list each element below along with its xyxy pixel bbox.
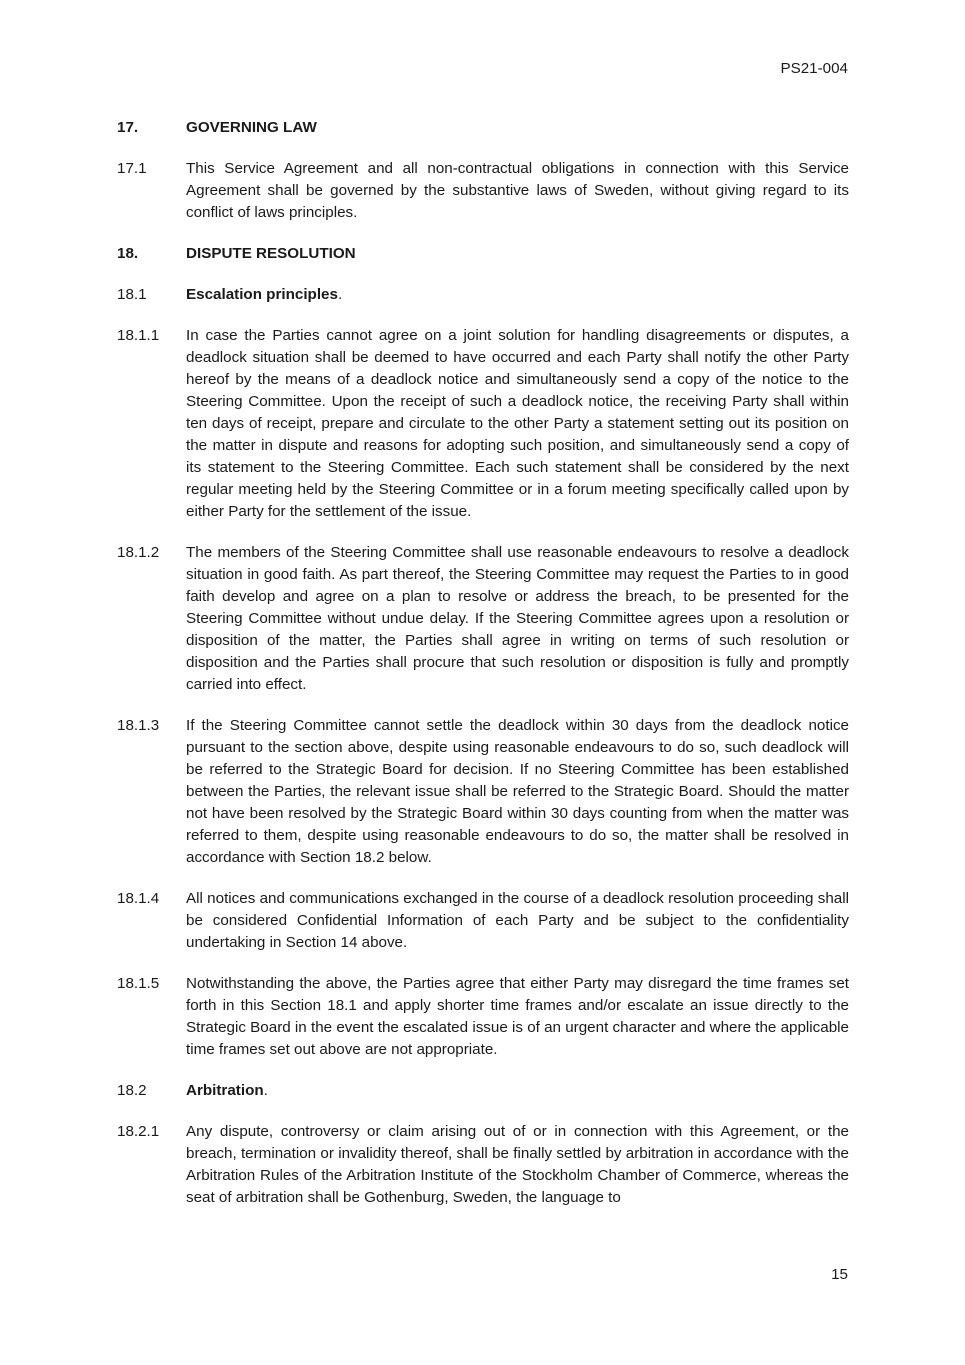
clause-18-2-1 <box>117 1121 849 1209</box>
section-title: GOVERNING LAW <box>186 119 317 136</box>
section-title: DISPUTE RESOLUTION <box>186 245 356 262</box>
clause-18-1-2 <box>117 542 849 696</box>
subsection-number: 18.1 <box>117 286 147 303</box>
subsection-title: Escalation principles <box>186 286 338 303</box>
clause-18-1-1 <box>117 325 849 523</box>
clause-number: 18.2.1 <box>117 1123 160 1140</box>
section-number: 18. <box>117 245 139 262</box>
subsection-18-1 <box>117 284 849 306</box>
document-body <box>117 117 849 1209</box>
subsection-18-2 <box>117 1080 849 1102</box>
subsection-number: 18.2 <box>117 1082 147 1099</box>
clause-18-1-3 <box>117 715 849 869</box>
clause-text: This Service Agreement and all non-contractual obligations in connection with this Service Agreement shall be governed by the substantive laws of Sweden, without giving regard to its conflict of laws principles. <box>186 160 849 221</box>
clause-text: If the Steering Committee cannot settle the deadlock within 30 days from the deadlock notice pursuant to the section above, despite using reasonable endeavours to do so, such deadlock will be referred to the Strategic Board for decision. If no Steering Committee has been established between the Parties, the relevant issue shall be referred to the Strategic Board. Should the matter not have been resolved by the Strategic Board within 30 days counting from when the matter was referred to them, despite using reasonable endeavours to do so, the matter shall be resolved in accordance with Section 18.2 below. <box>186 717 849 866</box>
subsection-title-wrapper <box>186 1080 849 1102</box>
clause-number: 18.1.5 <box>117 975 160 992</box>
clause-number: 18.1.1 <box>117 327 160 344</box>
clause-18-1-4 <box>117 888 849 954</box>
clause-number: 18.1.4 <box>117 890 160 907</box>
section-number: 17. <box>117 119 139 136</box>
clause-18-1-5 <box>117 973 849 1061</box>
section-heading-18 <box>117 243 849 265</box>
clause-number: 18.1.3 <box>117 717 160 734</box>
clause-number: 17.1 <box>117 160 147 177</box>
subsection-title-suffix: . <box>337 286 343 303</box>
document-reference: PS21-004 <box>780 60 848 77</box>
clause-text: In case the Parties cannot agree on a joint solution for handling disagreements or disputes, a deadlock situation shall be deemed to have occurred and each Party shall notify the other Party hereof by the means of a deadlock notice and simultaneously send a copy of the notice to the Steering Committee. Upon the receipt of such a deadlock notice, the receiving Party shall within ten days of receipt, prepare and circulate to the other Party a statement setting out its position on the matter in dispute and reasons for adopting such position, and simultaneously send a copy of its statement to the Steering Committee. Each such statement shall be considered by the next regular meeting held by the Steering Committee or in a forum meeting specifically called upon by either Party for the settlement of the issue. <box>186 327 849 520</box>
subsection-title-wrapper <box>186 284 849 306</box>
clause-text: Any dispute, controversy or claim arising out of or in connection with this Agreement, or the breach, termination or invalidity thereof, shall be finally settled by arbitration in accordance with the Arbitration Rules of the Arbitration Institute of the Stockholm Chamber of Commerce, whereas the seat of arbitration shall be Gothenburg, Sweden, the language to <box>186 1123 849 1206</box>
clause-text: The members of the Steering Committee shall use reasonable endeavours to resolve a deadlock situation in good faith. As part thereof, the Steering Committee may request the Parties to in good faith develop and agree on a plan to resolve or address the breach, to be presented for the Steering Committee without undue delay. If the Steering Committee agrees upon a resolution or disposition of the matter, the Parties shall agree in writing on terms of such resolution or disposition and the Parties shall procure that such resolution or disposition is fully and promptly carried into effect. <box>186 544 849 693</box>
page-number: 15 <box>831 1266 848 1283</box>
section-heading-17 <box>117 117 849 139</box>
clause-text: Notwithstanding the above, the Parties agree that either Party may disregard the time frames set forth in this Section 18.1 and apply shorter time frames and/or escalate an issue directly to the Strategic Board in the event the escalated issue is of an urgent character and where the applicable time frames set out above are not appropriate. <box>186 975 849 1058</box>
clause-17-1 <box>117 158 849 224</box>
clause-text: All notices and communications exchanged in the course of a deadlock resolution proceeding shall be considered Confidential Information of each Party and be subject to the confidentiality undertaking in Section 14 above. <box>186 890 849 951</box>
clause-number: 18.1.2 <box>117 544 160 561</box>
subsection-title-suffix: . <box>263 1082 268 1099</box>
subsection-title: Arbitration <box>186 1082 264 1099</box>
